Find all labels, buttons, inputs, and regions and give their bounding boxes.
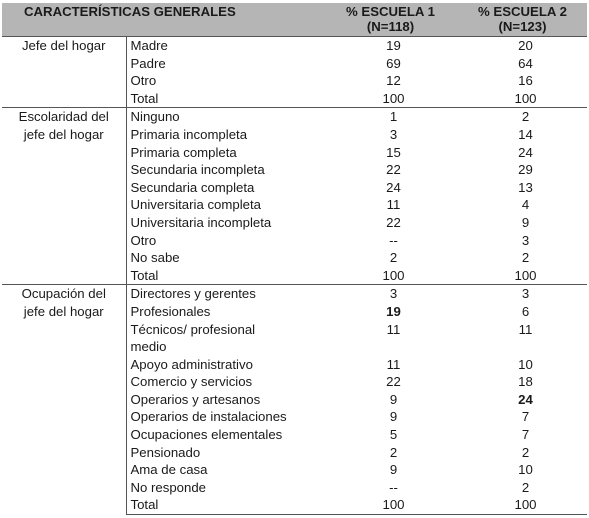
school2-value: 11 xyxy=(518,321,533,337)
row-label-cell xyxy=(126,408,323,426)
school2-value: 2 xyxy=(458,108,587,126)
row-label: Ama de casa xyxy=(130,462,208,478)
row-label-cell xyxy=(126,391,323,409)
school2-value: 3 xyxy=(521,232,530,248)
school2-value: 2 xyxy=(521,444,530,460)
row-label: Universitaria incompleta xyxy=(130,214,272,230)
row-label-cell xyxy=(126,321,323,356)
school1-value: 3 xyxy=(389,126,398,142)
row-label-cell xyxy=(126,461,323,479)
row-label-cell xyxy=(126,285,323,303)
group-label-line1: Ocupación del xyxy=(21,286,106,302)
header-school1-n: (N=118) xyxy=(366,19,415,34)
row-label-cell xyxy=(126,249,323,267)
row-label: Universitaria completa xyxy=(130,197,261,213)
table-row xyxy=(2,108,587,126)
school2-value: 2 xyxy=(521,479,530,495)
school2-value: 24 xyxy=(518,144,533,160)
row-label-cell xyxy=(126,179,323,197)
school2-value: 14 xyxy=(518,126,533,142)
school1-value: 19 xyxy=(386,303,401,319)
row-label: Operarios de instalaciones xyxy=(130,409,287,425)
school1-value: 9 xyxy=(389,391,398,407)
school1-value: -- xyxy=(389,232,398,248)
school1-value: 15 xyxy=(386,144,401,160)
row-label-cell xyxy=(126,426,323,444)
table-body xyxy=(2,37,587,515)
row-label: Profesionales xyxy=(130,303,211,319)
row-label: Secundaria incompleta xyxy=(130,162,265,178)
group-label-cell xyxy=(2,108,126,285)
row-label: Total xyxy=(130,90,159,106)
school2-value: 2 xyxy=(521,250,530,266)
school2-value: 20 xyxy=(458,37,587,55)
school1-value: 22 xyxy=(386,374,401,390)
header-school1 xyxy=(323,3,458,37)
row-label-cell xyxy=(126,356,323,374)
school2-value: 13 xyxy=(518,179,533,195)
row-label: Madre xyxy=(130,38,168,53)
school2-value: 24 xyxy=(518,391,533,407)
row-label: Primaria incompleta xyxy=(130,126,248,142)
school2-value: 64 xyxy=(518,55,533,71)
header-school2-label: % ESCUELA 2 xyxy=(478,4,567,19)
table-row xyxy=(2,285,587,303)
row-label-cell xyxy=(126,479,323,497)
school1-value: 11 xyxy=(386,197,401,213)
school1-value: 100 xyxy=(382,90,405,106)
school1-value: 11 xyxy=(386,321,401,337)
school2-value: 10 xyxy=(518,356,533,372)
row-label: Comercio y servicios xyxy=(130,374,253,390)
school2-value: 100 xyxy=(458,496,587,514)
school2-value: 4 xyxy=(521,197,530,213)
header-school1-label: % ESCUELA 1 xyxy=(346,4,435,19)
row-label: Ocupaciones elementales xyxy=(130,427,283,443)
school1-value: 19 xyxy=(323,37,458,55)
row-label: Total xyxy=(130,267,159,283)
row-label-cell xyxy=(126,126,323,144)
row-label-cell xyxy=(126,108,323,126)
header-row xyxy=(2,3,587,37)
school1-value: 22 xyxy=(386,214,401,230)
group-label-cell xyxy=(2,285,126,515)
school1-value: 5 xyxy=(389,427,398,443)
table-row xyxy=(2,37,587,55)
row-label: Otro xyxy=(130,232,157,248)
school1-value: 9 xyxy=(389,462,398,478)
school2-value: 10 xyxy=(518,462,533,478)
school2-value: 9 xyxy=(521,214,530,230)
row-label-cell xyxy=(126,161,323,179)
header-school2 xyxy=(458,3,587,37)
row-label: Pensionado xyxy=(130,444,201,460)
row-label-cell xyxy=(126,373,323,391)
row-label: Primaria completa xyxy=(130,144,237,160)
school1-value: 22 xyxy=(386,162,401,178)
group-label-cell xyxy=(2,37,126,108)
row-label-cell xyxy=(126,444,323,462)
school2-value: 16 xyxy=(518,73,533,89)
row-label-cell xyxy=(126,55,323,73)
school2-value: 18 xyxy=(518,374,533,390)
row-label-cell xyxy=(126,303,323,321)
row-label: Otro xyxy=(130,73,157,89)
school1-value: -- xyxy=(389,479,398,495)
row-label-cell xyxy=(126,90,323,108)
row-label-cell xyxy=(126,196,323,214)
school2-value: 3 xyxy=(458,285,587,303)
row-label-cell xyxy=(126,72,323,90)
school1-value: 69 xyxy=(386,55,401,71)
row-label: Operarios y artesanos xyxy=(130,391,261,407)
header-characteristics-label: CARACTERÍSTICAS GENERALES xyxy=(24,4,236,19)
group-label-line2: jefe del hogar xyxy=(23,303,104,319)
row-label: Padre xyxy=(130,55,166,71)
school1-value: 3 xyxy=(323,285,458,303)
school2-value: 7 xyxy=(521,427,530,443)
row-label: Secundaria completa xyxy=(130,179,255,195)
header-school2-n: (N=123) xyxy=(498,19,547,34)
school1-value: 100 xyxy=(382,267,405,283)
row-label: Ninguno xyxy=(130,109,180,125)
row-label: Directores y gerentes xyxy=(130,286,256,302)
row-label: Apoyo administrativo xyxy=(130,356,253,372)
header-characteristics xyxy=(2,3,323,37)
row-label: Total xyxy=(130,497,159,513)
school1-value: 1 xyxy=(323,108,458,126)
row-label-cell xyxy=(126,214,323,232)
group-label-line2: jefe del hogar xyxy=(23,126,104,142)
school2-value: 29 xyxy=(518,162,533,178)
row-label-cell xyxy=(126,496,323,514)
school1-value: 2 xyxy=(389,250,398,266)
school2-value: 7 xyxy=(521,409,530,425)
row-label-cell xyxy=(126,144,323,162)
school1-value: 2 xyxy=(389,444,398,460)
school1-value: 24 xyxy=(386,179,401,195)
characteristics-table xyxy=(2,3,587,515)
row-label: Técnicos/ profesional xyxy=(130,321,256,337)
row-label: No sabe xyxy=(130,250,180,266)
school2-value: 6 xyxy=(521,303,530,319)
school1-value: 100 xyxy=(323,496,458,514)
school1-value: 11 xyxy=(386,356,401,372)
row-label-cell xyxy=(126,267,323,285)
row-label: No responde xyxy=(130,479,207,495)
school2-value: 100 xyxy=(514,90,537,106)
row-label-cell xyxy=(126,232,323,250)
row-label-continued: medio xyxy=(130,339,167,355)
school2-value: 100 xyxy=(514,267,537,283)
group-label-line1: Escolaridad del xyxy=(18,109,109,125)
school1-value: 12 xyxy=(386,73,401,89)
row-label-cell xyxy=(126,37,323,55)
group-label-line1: Jefe del hogar xyxy=(21,38,106,53)
school1-value: 9 xyxy=(389,409,398,425)
